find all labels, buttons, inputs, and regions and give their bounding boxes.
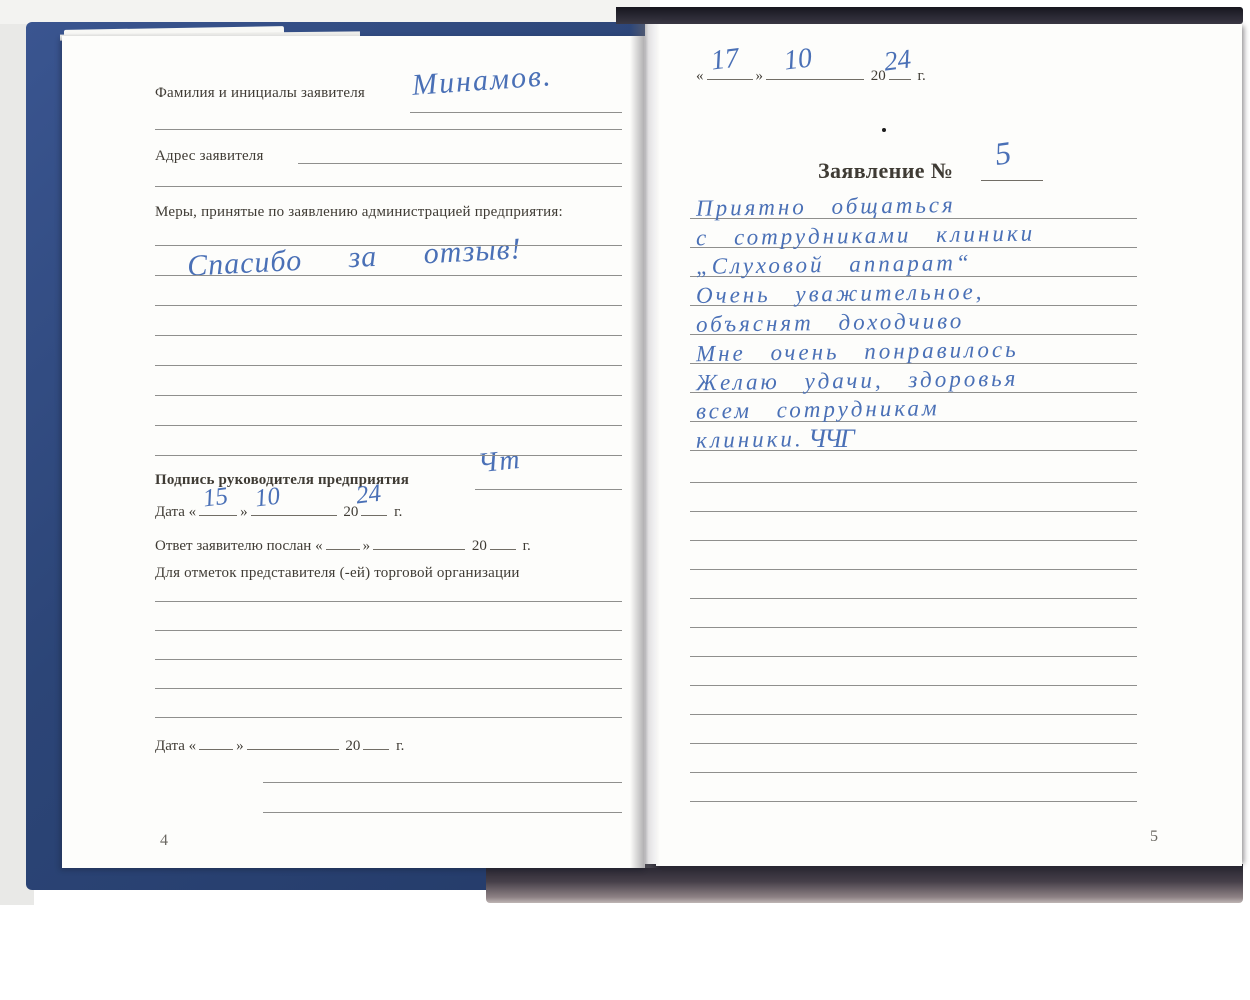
applicant-name-handwriting: Минамов. (410, 59, 554, 102)
ruled-line (155, 455, 622, 456)
date-century: 20 (870, 68, 886, 84)
ruled-line (690, 714, 1137, 715)
handwritten-line (690, 365, 1137, 396)
ruled-line (155, 425, 622, 426)
reply-year-blank (490, 536, 516, 550)
quote-close: » (755, 68, 763, 84)
cover-edge-bottom (486, 864, 1243, 903)
bottom-date-year-blank (363, 736, 389, 750)
date-year-blank (354, 479, 387, 516)
ruled-line (690, 482, 1137, 483)
statement-date-row (696, 42, 926, 85)
ruled-line (155, 335, 622, 336)
handwritten-text: Приятно общаться (695, 192, 956, 221)
signature-flourish: ЧЧГ (803, 424, 853, 453)
bottom-date-suffix: г. (396, 738, 405, 754)
handwritten-line (690, 308, 1137, 335)
ruled-line (155, 659, 622, 660)
date-month-handwriting: 10 (253, 482, 282, 513)
quote-close: » (240, 504, 248, 520)
date-month-blank (766, 42, 864, 80)
book-gutter-shadow (630, 24, 660, 868)
director-signature-handwriting: Чт (476, 443, 523, 480)
scanner-shadow-top (0, 0, 650, 24)
address-line (298, 163, 622, 164)
ruled-line (690, 540, 1137, 541)
ruled-line (690, 685, 1137, 686)
ruled-line (155, 275, 622, 276)
handwritten-text: клиники. (695, 426, 804, 453)
ruled-line (155, 245, 622, 246)
ruled-line (690, 569, 1137, 570)
handwritten-line (690, 220, 1137, 251)
handwritten-text: объяснят доходчиво (695, 308, 965, 337)
reply-sent-row (155, 536, 531, 555)
handwritten-text: Желаю удачи, здоровья (695, 365, 1019, 396)
handwritten-text: всем сотрудникам (695, 395, 940, 424)
applicant-name-label: Фамилия и инициалы заявителя (155, 85, 365, 101)
ruled-line (155, 305, 622, 306)
address-label: Адрес заявителя (155, 148, 264, 164)
reply-prefix: Ответ заявителю послан « (155, 538, 323, 554)
ruled-line (690, 772, 1137, 773)
measures-label: Меры, принятые по заявлению администрацией предприятия: (155, 204, 563, 220)
statement-number-blank (981, 134, 1043, 181)
date-prefix: « (696, 68, 704, 84)
trade-org-label: Для отметок представителя (-ей) торговой организации (155, 565, 520, 581)
ruled-line (690, 627, 1137, 628)
bottom-date-century: 20 (345, 738, 361, 754)
ruled-line (155, 186, 622, 187)
handwritten-text: с сотрудниками клиники (695, 220, 1036, 251)
applicant-name-line (410, 112, 622, 113)
ruled-line (690, 801, 1137, 802)
ruled-line (155, 688, 622, 689)
ruled-line (690, 511, 1137, 512)
bottom-date-prefix: Дата « (155, 738, 197, 754)
reply-century: 20 (471, 538, 487, 554)
ruled-line (155, 129, 622, 130)
date-year-handwriting: 24 (354, 479, 383, 510)
handwritten-line (690, 279, 1137, 306)
page-number-right: 5 (1150, 828, 1158, 845)
quote-close: » (362, 538, 371, 554)
reply-month-blank (373, 536, 465, 550)
director-signature-label: Подпись руководителя предприятия (155, 472, 410, 488)
date-day-handwriting: 17 (708, 42, 741, 77)
handwritten-line (690, 336, 1137, 367)
date-day-blank (707, 42, 753, 80)
ruled-line (155, 395, 622, 396)
left-page (62, 36, 645, 868)
quote-close: » (236, 738, 244, 754)
page-number-left: 4 (160, 832, 168, 849)
date-prefix: Дата « (155, 504, 197, 520)
ruled-line (155, 601, 622, 602)
ruled-line (155, 365, 622, 366)
ink-dot (882, 128, 886, 132)
director-signature-line (475, 489, 622, 490)
ruled-line (690, 743, 1137, 744)
statement-number-handwriting: 5 (992, 134, 1014, 172)
date-month-handwriting: 10 (782, 42, 814, 77)
statement-title: Заявление № (818, 158, 954, 183)
bottom-date-month-blank (247, 736, 339, 750)
date-suffix: г. (917, 68, 926, 84)
ruled-line (690, 598, 1137, 599)
position-line (263, 782, 622, 783)
ruled-line (155, 717, 622, 718)
handwritten-line (690, 192, 1137, 219)
ruled-line (155, 630, 622, 631)
measures-handwriting: Спасибо за отзыв! (186, 232, 523, 283)
date-day-handwriting: 15 (201, 482, 230, 513)
handwritten-text: „Слуховой аппарат“ (695, 250, 972, 279)
reply-day-blank (326, 536, 360, 550)
date-year-handwriting: 24 (881, 43, 913, 77)
handwritten-line (690, 395, 1137, 422)
date-day-blank (199, 482, 237, 516)
date-month-blank (251, 482, 337, 516)
bottom-date-day-blank (199, 736, 233, 750)
handwritten-line (690, 424, 1137, 451)
bottom-date-row (155, 736, 404, 755)
date-century: 20 (343, 504, 359, 520)
signature-line (263, 812, 622, 813)
date-year-blank (881, 43, 913, 80)
date-suffix: г. (394, 504, 403, 520)
reply-suffix: г. (522, 538, 531, 554)
handwritten-line (690, 250, 1137, 277)
right-page (656, 24, 1242, 866)
handwritten-text: Мне очень понравилось (695, 336, 1019, 367)
cover-edge-top (616, 7, 1243, 24)
handwritten-text: Очень уважительное, (695, 278, 985, 308)
ruled-line (690, 656, 1137, 657)
